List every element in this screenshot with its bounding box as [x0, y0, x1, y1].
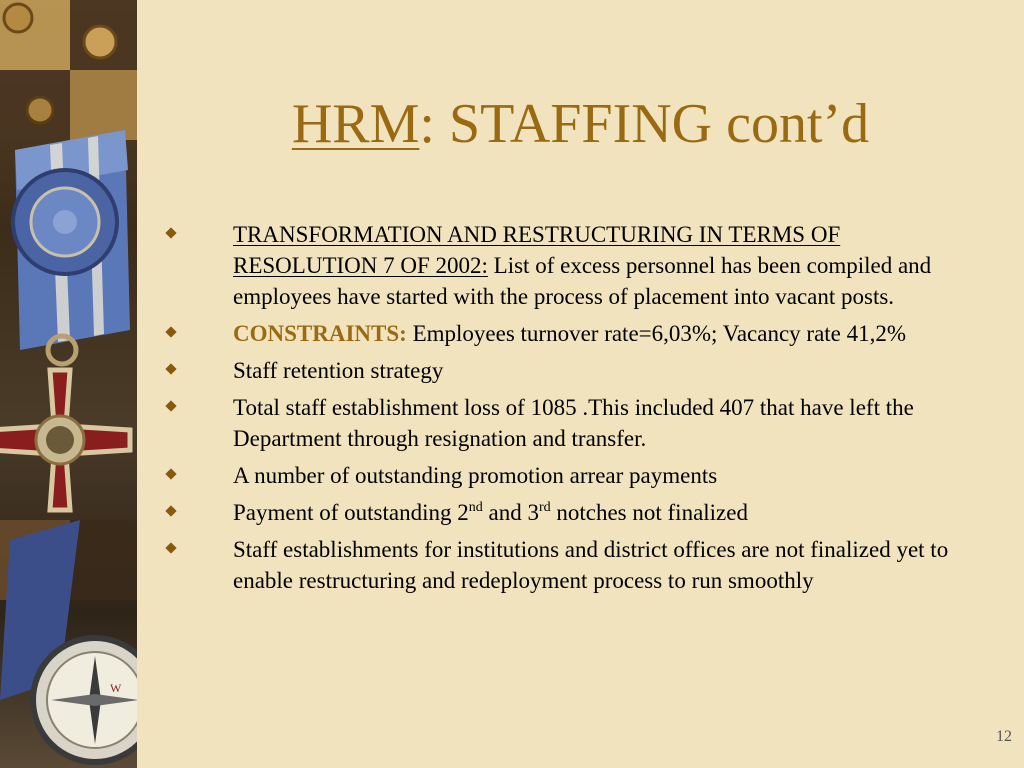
title-text: : STAFFING cont’d: [419, 93, 870, 155]
bullet-text: and 3: [482, 500, 539, 525]
svg-text:W: W: [110, 681, 122, 695]
page-number: 12: [996, 728, 1012, 745]
diamond-bullet-icon: [165, 326, 176, 337]
bullet-text: Total staff establishment loss of 1085 .This included 407 that have left the Department through resignation and transfer.: [233, 395, 914, 451]
list-item: [165, 219, 985, 312]
list-item: [165, 392, 985, 454]
list-item: [165, 497, 985, 528]
decorative-side-image: [0, 0, 137, 768]
slide-title: [137, 88, 1024, 160]
superscript-nd: nd: [468, 500, 483, 515]
bullet-text: A number of outstanding promotion arrear payments: [233, 463, 718, 488]
diamond-bullet-icon: [165, 363, 176, 374]
bullet-text: List of excess personnel has been compiled and employees have started with the process of placement into vacant posts.: [233, 253, 932, 309]
diamond-bullet-icon: [165, 227, 176, 238]
diamond-bullet-icon: [165, 468, 176, 479]
list-item: [165, 460, 985, 491]
list-item: [165, 355, 985, 386]
bullet-text: Staff retention strategy: [233, 358, 444, 383]
bullet-heading-constraints: CONSTRAINTS:: [233, 321, 407, 346]
bullet-list: [165, 219, 985, 602]
list-item: [165, 318, 985, 349]
diamond-bullet-icon: [165, 542, 176, 553]
bullet-text: notches not finalized: [550, 500, 748, 525]
list-item: [165, 534, 985, 596]
medal-illustration: [0, 0, 137, 768]
superscript-rd: rd: [538, 500, 551, 515]
bullet-text: Staff establishments for institutions and district offices are not finalized yet to enable restructuring and redeployment process to run smoothly: [233, 537, 949, 593]
bullet-text: Payment of outstanding 2: [233, 500, 469, 525]
title-hrm-link[interactable]: HRM: [291, 93, 420, 155]
bullet-text: Employees turnover rate=6,03%; Vacancy rate 41,2%: [406, 321, 907, 346]
diamond-bullet-icon: [165, 505, 176, 516]
bullet-heading-transformation: TRANSFORMATION AND RESTRUCTURING IN TERMS OF RESOLUTION 7 OF 2002:: [233, 222, 841, 278]
diamond-bullet-icon: [165, 400, 176, 411]
